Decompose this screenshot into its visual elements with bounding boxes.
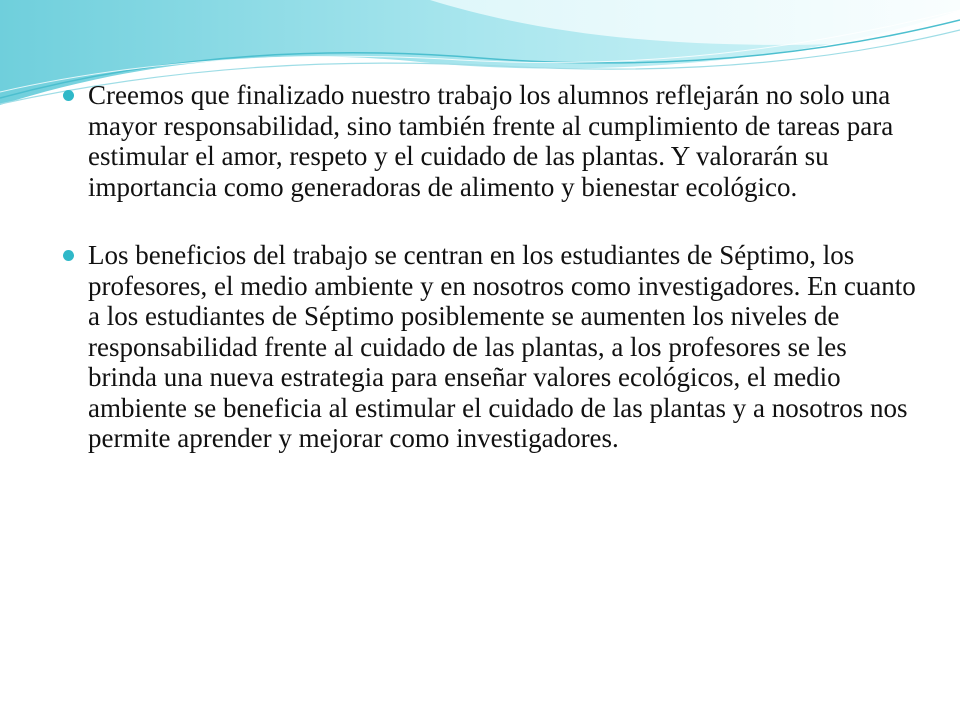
- bullet-dot-icon: [63, 90, 74, 101]
- bullet-text: Creemos que finalizado nuestro trabajo los alumnos reflejarán no solo una mayor responsabilidad, sino también frente al cumplimiento de tareas para estimular el amor, respeto y el cuidado de las plantas. Y valorarán su importancia como generadoras de alimento y bienestar ecológico.: [88, 80, 894, 202]
- slide-body: [60, 80, 920, 492]
- bullet-item-1: [60, 80, 920, 202]
- bullet-dot-icon: [63, 250, 74, 261]
- bullet-item-2: [60, 240, 920, 454]
- bullet-text: Los beneficios del trabajo se centran en los estudiantes de Séptimo, los profesores, el medio ambiente y en nosotros como investigadores. En cuanto a los estudiantes de Séptimo posiblemente se aumenten los niveles de responsabilidad frente al cuidado de las plantas, a los profesores se les brinda una nueva estrategia para enseñar valores ecológicos, el medio ambiente se beneficia al estimular el cuidado de las plantas y a nosotros nos permite aprender y mejorar como investigadores.: [88, 240, 916, 453]
